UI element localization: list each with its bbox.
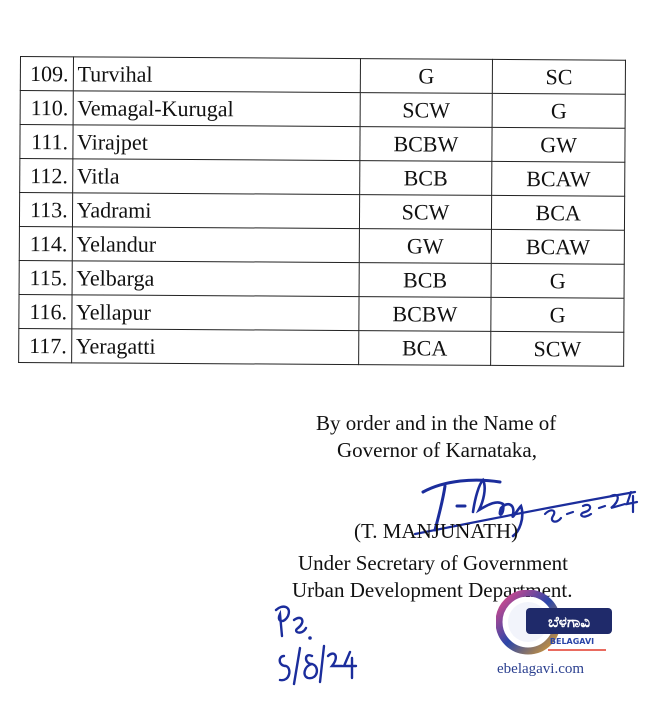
logo-english-text: BELAGAVI xyxy=(549,637,595,646)
reservation-category-2: SC xyxy=(493,59,626,94)
reservation-category-2: SCW xyxy=(491,331,624,366)
signatory-name: (T. MANJUNATH) xyxy=(354,519,519,543)
table-row xyxy=(20,159,625,197)
town-name: Yelbarga xyxy=(72,261,359,297)
reservation-category-1: BCBW xyxy=(358,297,491,332)
watermark-site: ebelagavi.com xyxy=(497,661,585,677)
reservation-category-1: BCA xyxy=(358,331,491,366)
signatory-department: Urban Development Department. xyxy=(292,578,573,602)
town-name: Vitla xyxy=(72,159,359,195)
reservation-category-1: BCB xyxy=(359,161,492,196)
row-number: 110. xyxy=(20,91,73,125)
reservation-table xyxy=(18,56,626,367)
table-row xyxy=(19,226,624,264)
reservation-category-1: BCB xyxy=(359,263,492,298)
reservation-category-1: G xyxy=(360,59,493,94)
reservation-category-1: SCW xyxy=(359,195,492,230)
table-row xyxy=(19,193,624,231)
town-name: Virajpet xyxy=(72,125,359,161)
town-name: Vemagal-Kurugal xyxy=(73,91,360,127)
town-name: Yadrami xyxy=(72,193,359,229)
reservation-category-2: BCAW xyxy=(492,229,625,264)
reservation-category-1: SCW xyxy=(360,93,493,128)
reservation-category-2: G xyxy=(491,297,624,332)
table-row xyxy=(20,57,625,95)
row-number: 109. xyxy=(20,57,73,91)
table-row xyxy=(20,91,625,129)
handwritten-initials xyxy=(262,600,362,690)
order-line-1: By order and in the Name of xyxy=(316,411,557,435)
row-number: 113. xyxy=(19,193,72,227)
reservation-category-2: BCAW xyxy=(492,161,625,196)
row-number: 116. xyxy=(19,294,72,328)
row-number: 117. xyxy=(19,328,72,362)
reservation-category-2: GW xyxy=(492,127,625,162)
table-row xyxy=(19,260,624,298)
signatory-designation: Under Secretary of Government xyxy=(298,551,568,575)
row-number: 114. xyxy=(19,226,72,260)
logo-kannada-text: ಬೆಳಗಾವಿ xyxy=(547,613,591,631)
town-name: Yeragatti xyxy=(71,329,358,365)
reservation-category-1: BCBW xyxy=(359,127,492,162)
order-line-2: Governor of Karnataka, xyxy=(337,438,537,462)
town-name: Turvihal xyxy=(73,57,360,93)
reservation-category-2: BCA xyxy=(492,195,625,230)
reservation-category-2: G xyxy=(492,93,625,128)
reservation-category-2: G xyxy=(491,263,624,298)
table-body xyxy=(19,57,626,367)
town-name: Yellapur xyxy=(71,295,358,331)
row-number: 115. xyxy=(19,260,72,294)
row-number: 112. xyxy=(20,159,73,193)
table-row xyxy=(19,328,624,366)
table-row xyxy=(19,294,624,332)
town-name: Yelandur xyxy=(72,227,359,263)
reservation-category-1: GW xyxy=(359,229,492,264)
row-number: 111. xyxy=(20,125,73,159)
table-row xyxy=(20,125,625,163)
